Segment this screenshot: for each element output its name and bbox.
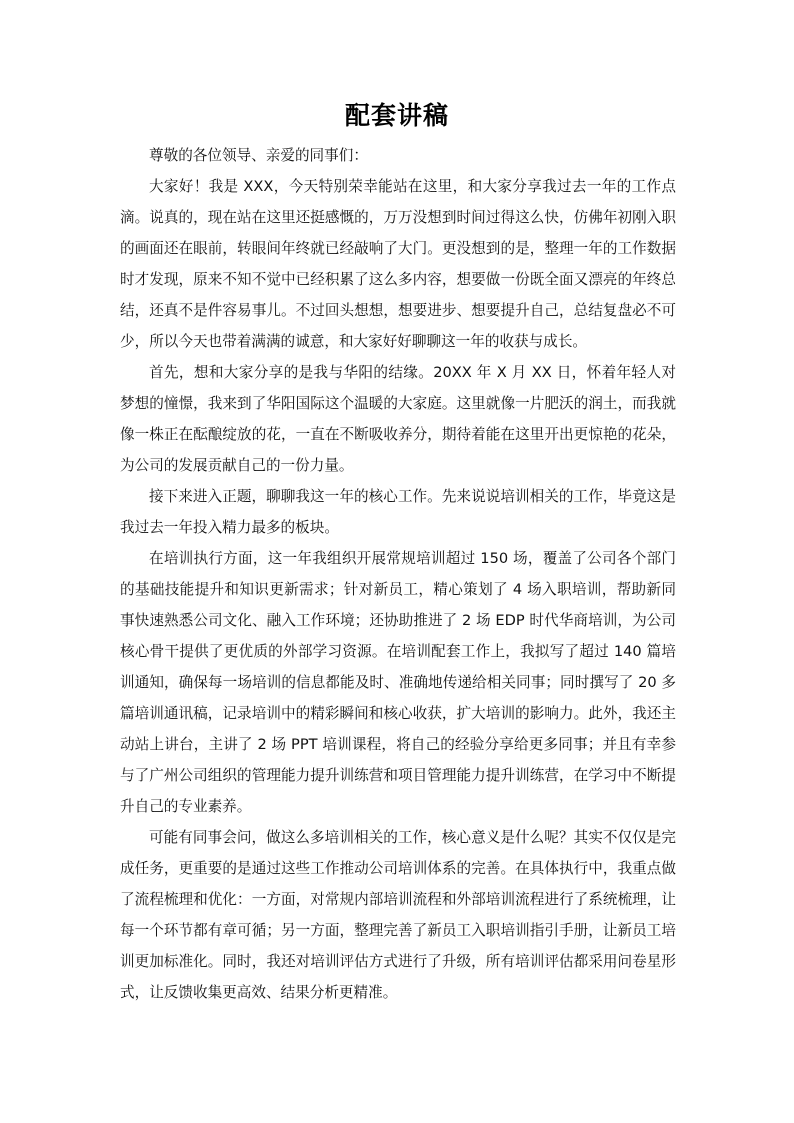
core-work-paragraph: 接下来进入正题，聊聊我这一年的核心工作。先来说说培训相关的工作，毕竟这是我过去一年投入精力最多的板块。 <box>120 488 676 536</box>
greeting-paragraph: 尊敬的各位领导、亲爱的同事们： <box>149 147 368 164</box>
origin-paragraph: 首先，想和大家分享的是我与华阳的结缘。20XX 年 X 月 XX 日，怀着年轻人对梦想的憧憬，我来到了华阳国际这个温暖的大家庭。这里就像一片肥沃的润土，而我就像一株正在酝酿绽放的花，一直在不断吸收养分，期待着能在这里开出更惊艳的花朵，为公司的发展贡献自己的一份力量。 <box>120 364 676 474</box>
intro-paragraph: 大家好！我是 XXX，今天特别荣幸能站在这里，和大家分享我过去一年的工作点滴。说真的，现在站在这里还挺感慨的，万万没想到时间过得这么快，仿佛年初刚入职的画面还在眼前，转眼间年终就已经敲响了大门。更没想到的是，整理一年的工作数据时才发现，原来不知不觉中已经积累了这么多内容，想要做一份既全面又漂亮的年终总结，还真不是件容易事儿。不过回头想想，想要进步、想要提升自己，总结复盘必不可少，所以今天也带着满满的诚意，和大家好好聊聊这一年的收获与成长。 <box>120 178 676 350</box>
document-title: 配套讲稿 <box>344 101 449 130</box>
document-body <box>120 140 676 1008</box>
training-execution-paragraph: 在培训执行方面，这一年我组织开展常规培训超过 150 场，覆盖了公司各个部门的基础技能提升和知识更新需求；针对新员工，精心策划了 4 场入职培训，帮助新同事快速熟悉公司文化、融入工作环境；还协助推进了 2 场 EDP 时代华商培训，为公司核心骨干提供了更优质的外部学习资源。在培训配套工作上，我拟写了超过 140 篇培训通知，确保每一场培训的信息都能及时、准确地传递给相关同事；同时撰写了 20 多篇培训通讯稿，记录培训中的精彩瞬间和核心收获，扩大培训的影响力。此外，我还主动站上讲台，主讲了 2 场 PPT 培训课程，将自己的经验分享给更多同事；并且有幸参与了广州公司组织的管理能力提升训练营和项目管理能力提升训练营，在学习中不断提升自己的专业素养。 <box>120 550 676 815</box>
training-system-paragraph: 可能有同事会问，做这么多培训相关的工作，核心意义是什么呢？其实不仅仅是完成任务，更重要的是通过这些工作推动公司培训体系的完善。在具体执行中，我重点做了流程梳理和优化：一方面，对常规内部培训流程和外部培训流程进行了系统梳理，让每一个环节都有章可循；另一方面，整理完善了新员工入职培训指引手册，让新员工培训更加标准化。同时，我还对培训评估方式进行了升级，所有培训评估都采用问卷星形式，让反馈收集更高效、结果分析更精准。 <box>120 829 676 1001</box>
